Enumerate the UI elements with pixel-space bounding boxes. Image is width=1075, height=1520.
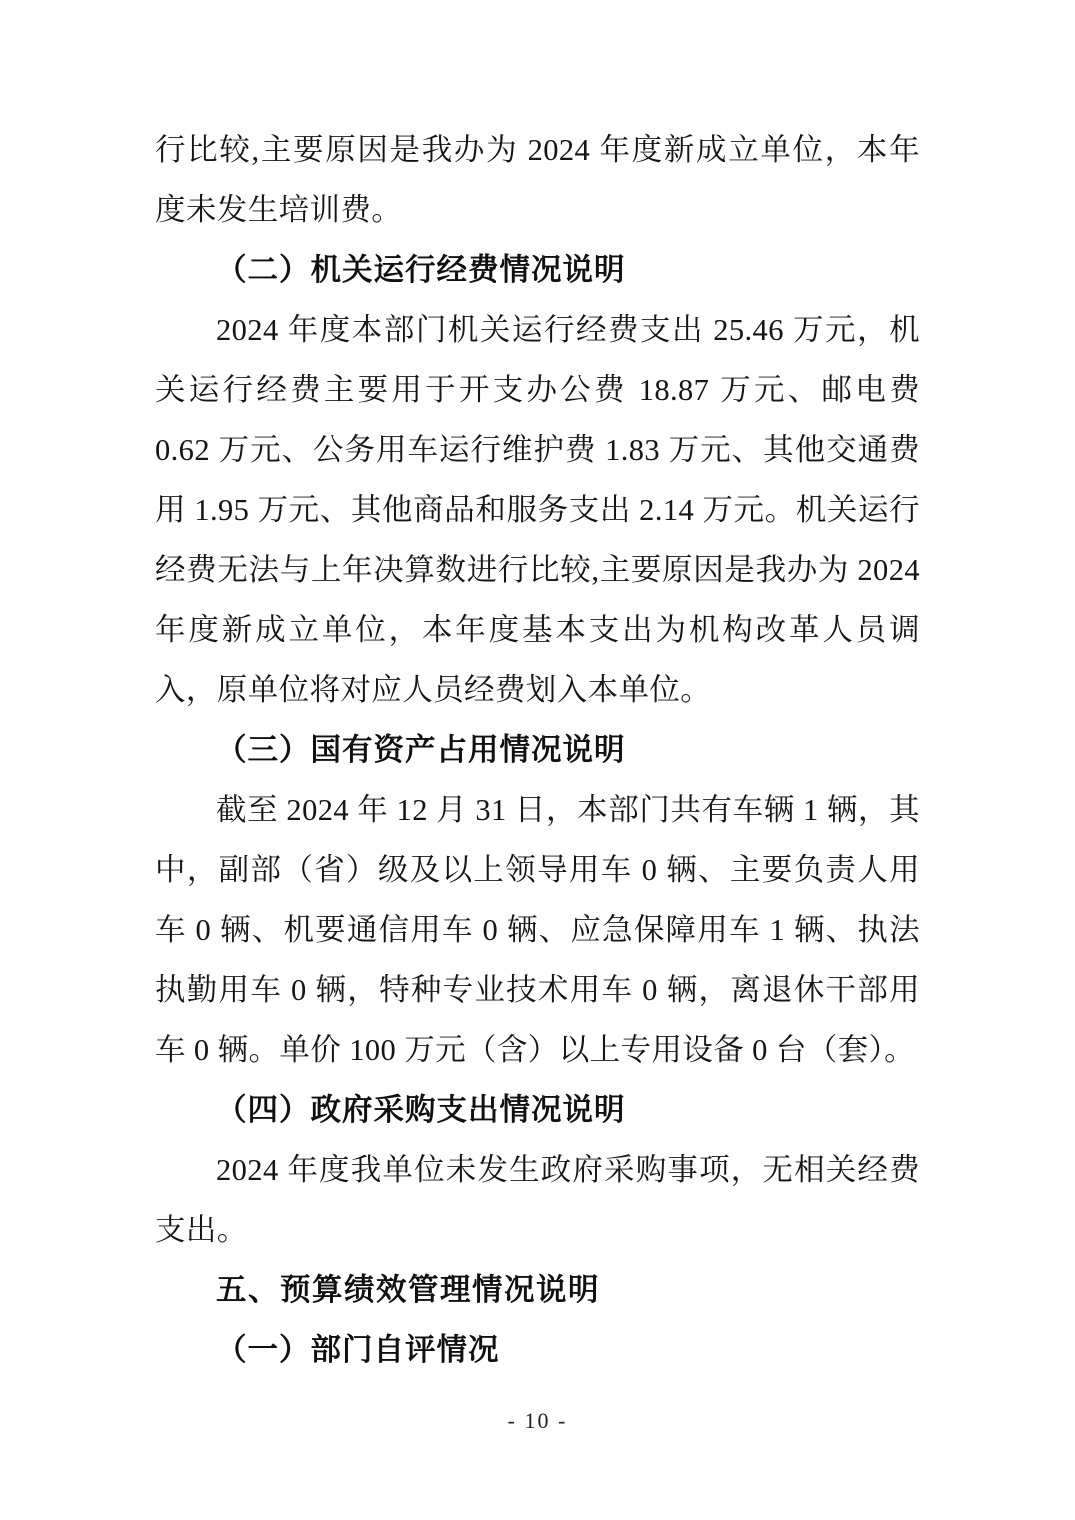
page-number: - 10 - [507, 1408, 568, 1433]
paragraph-state-assets: 截至 2024 年 12 月 31 日，本部门共有车辆 1 辆，其中，副部（省）级及以上领导用车 0 辆、主要负责人用车 0 辆、机要通信用车 0 辆、应急保障用车 1 辆、执法执勤用车 0 辆，特种专业技术用车 0 辆，离退休干部用车 0 辆。单价 100 万元（含）以上专用设备 0 台（套）。 [155, 793, 920, 1067]
heading-operating-expenses: （二）机关运行经费情况说明 [216, 252, 626, 288]
paragraph-operating-expenses: 2024 年度本部门机关运行经费支出 25.46 万元，机关运行经费主要用于开支办公费 18.87 万元、邮电费 0.62 万元、公务用车运行维护费 1.83 万元、其他交通费用 1.95 万元、其他商品和服务支出 2.14 万元。机关运行经费无法与上年决算数进行比较,主要原因是我办为 2024 年度新成立单位，本年度基本支出为机构改革人员调入，原单位将对应人员经费划入本单位。 [155, 313, 920, 707]
heading-state-assets: （三）国有资产占用情况说明 [216, 732, 626, 768]
heading-government-procurement: （四）政府采购支出情况说明 [216, 1092, 626, 1128]
paragraph-training-fee: 行比较,主要原因是我办为 2024 年度新成立单位，本年度未发生培训费。 [155, 133, 920, 227]
heading-self-evaluation: （一）部门自评情况 [216, 1332, 500, 1368]
heading-budget-performance: 五、预算绩效管理情况说明 [216, 1272, 600, 1308]
document-body [155, 120, 920, 1380]
paragraph-government-procurement: 2024 年度我单位未发生政府采购事项，无相关经费支出。 [155, 1153, 920, 1247]
